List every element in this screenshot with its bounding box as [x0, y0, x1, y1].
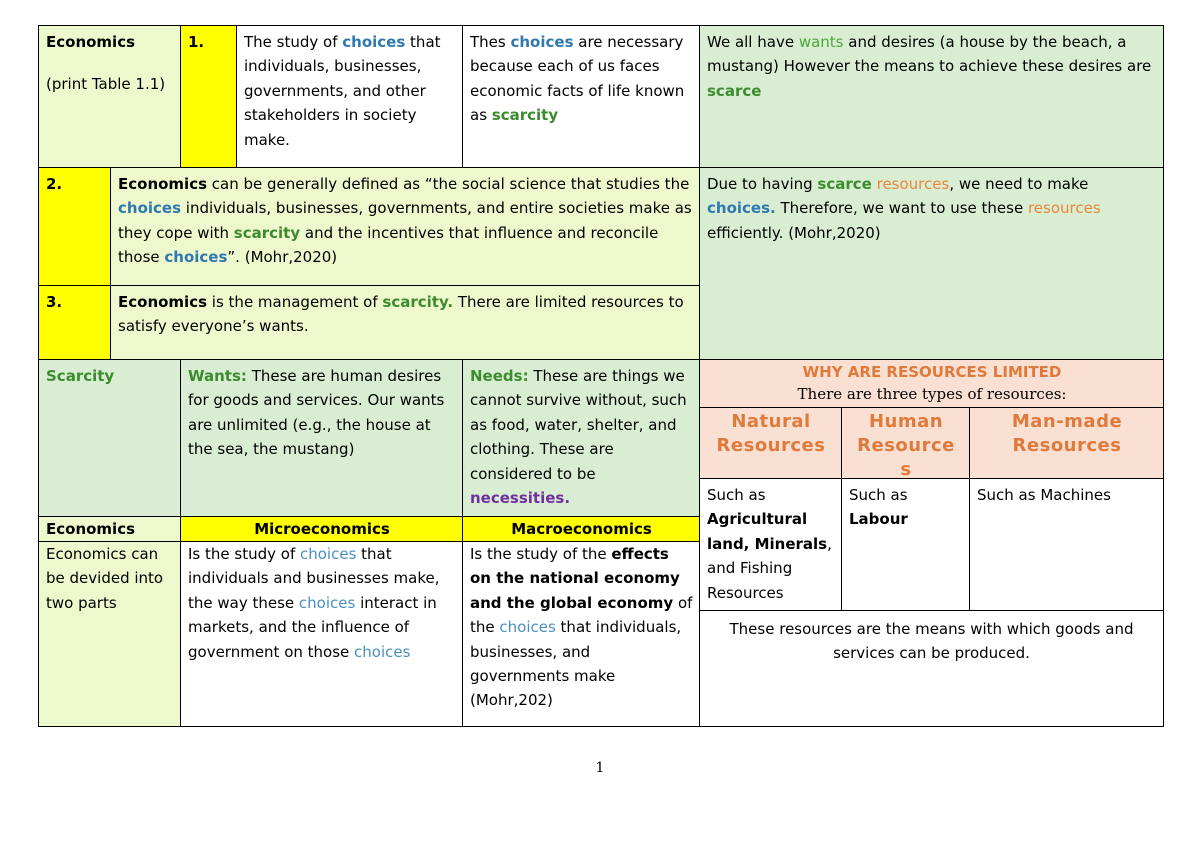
keyword-choices: choices	[510, 33, 574, 51]
row-number-3-cell	[39, 286, 111, 360]
resources-footer: These resources are the means with which goods and services can be produced.	[729, 620, 1134, 663]
keyword-necessities: necessities.	[470, 489, 571, 508]
economics-title: Economics	[46, 33, 136, 51]
keyword-resources: resources	[1027, 199, 1101, 218]
row-number-3: 3.	[46, 293, 63, 311]
resources-subtitle: There are three types of resources:	[797, 385, 1067, 403]
definition-2-cell	[111, 168, 700, 286]
scarce-resources-text-c: Therefore, we want to use these	[775, 199, 1028, 218]
scarce-resources-text-d: efficiently. (Mohr,2020)	[707, 223, 881, 242]
economics-header: Economics	[46, 520, 136, 538]
keyword-choices: choices	[354, 642, 411, 661]
keyword-choices: choices.	[707, 199, 776, 218]
needs-cell	[463, 360, 700, 517]
wants-desires-text-b: and desires (a house by the beach, a mustang) However the means to achieve these desires are	[707, 33, 1152, 76]
keyword-choices: choices	[499, 618, 556, 637]
microeconomics-header-cell	[181, 517, 463, 542]
keyword-scarcity: scarcity	[233, 223, 301, 242]
scarcity-label: Scarcity	[46, 367, 115, 385]
keyword-resources: resources	[876, 175, 950, 193]
wants-desires-cell	[700, 26, 1164, 168]
natural-resources-header: Natural Resources	[716, 411, 826, 456]
macro-text-b: of the	[470, 593, 693, 637]
macro-text-c: that individuals, businesses, and governments make (Mohr,202)	[470, 618, 682, 710]
definition-1-text-a: The study of	[244, 33, 343, 51]
scarcity-label-cell	[39, 360, 181, 517]
keyword-scarcity: scarcity.	[382, 293, 454, 311]
macroeconomics-header: Macroeconomics	[511, 520, 652, 538]
keyword-choices: choices	[118, 199, 182, 218]
row-number-2-cell	[39, 168, 111, 286]
macroeconomics-header-cell	[463, 517, 700, 542]
resources-title-cell	[700, 360, 1164, 408]
micro-text-a: Is the study of	[188, 545, 300, 563]
row-number-2: 2.	[46, 175, 63, 193]
macro-text-bold: effects on the national economy and the global economy	[470, 545, 680, 612]
human-resources-desc-cell	[842, 479, 970, 611]
resources-title: WHY ARE RESOURCES LIMITED	[802, 363, 1062, 381]
natural-desc-a: Such as	[707, 486, 766, 504]
economics-header-cell	[39, 517, 181, 542]
choices-necessary-cell	[463, 26, 700, 168]
natural-desc-b: Agricultural land, Minerals	[707, 510, 828, 553]
keyword-scarce: scarce	[817, 175, 872, 193]
wants-cell	[181, 360, 463, 517]
scarce-resources-cell	[700, 168, 1164, 360]
definition-1-text-b: that individuals, businesses, governments, and other stakeholders in society make.	[244, 33, 441, 149]
economics-title-cell	[39, 26, 181, 168]
human-resources-header-cell	[842, 408, 970, 479]
keyword-scarcity: scarcity	[491, 106, 559, 125]
definition-3-cell	[111, 286, 700, 360]
definition-2-text-d: ”. (Mohr,2020)	[227, 248, 338, 267]
definition-2-text-c: and the incentives that influence and reconcile those	[118, 223, 659, 267]
manmade-resources-header: Man-made Resources	[1011, 411, 1123, 456]
two-parts-cell	[39, 542, 181, 727]
keyword-choices: choices	[164, 248, 228, 267]
human-desc-b: Labour	[849, 510, 908, 529]
definition-3-text-a: is the management of	[207, 293, 383, 311]
two-parts-text: Economics can be devided into two parts	[46, 545, 164, 612]
row-number-1: 1.	[188, 33, 205, 51]
manmade-desc: Such as Machines	[977, 486, 1111, 504]
keyword-choices: choices	[300, 545, 357, 563]
macro-text-a: Is the study of the	[470, 545, 612, 563]
microeconomics-header: Microeconomics	[254, 520, 390, 538]
wants-desires-text-a: We all have	[707, 33, 799, 51]
row-number-1-cell	[181, 26, 237, 168]
definition-2-text-b: individuals, businesses, governments, and entire societies make as they cope with	[118, 199, 692, 242]
human-desc-a: Such as	[849, 486, 908, 504]
choices-necessary-text-a: Thes	[470, 33, 511, 51]
micro-text-b: that individuals and businesses make, the way these	[188, 545, 440, 612]
page-number: 1	[595, 760, 605, 776]
scarce-resources-text-a: Due to having	[707, 175, 818, 193]
wants-label: Wants:	[188, 367, 247, 385]
microeconomics-desc-cell	[181, 542, 463, 727]
micro-text-c: interact in markets, and the influence of government on those	[188, 593, 437, 661]
natural-desc-c: , and Fishing Resources	[707, 534, 832, 602]
keyword-scarce: scarce	[707, 81, 762, 100]
keyword-economics: Economics	[118, 175, 208, 193]
keyword-choices: choices	[298, 593, 356, 612]
choices-necessary-text-b: are necessary because each of us faces economic facts of life known as	[470, 33, 685, 125]
wants-text: These are human desires for goods and services. Our wants are unlimited (e.g., the house at the sea, the mustang)	[188, 367, 445, 459]
definition-2-text-a: can be generally defined as “the social science that studies the	[207, 175, 690, 193]
needs-label: Needs:	[470, 367, 529, 385]
human-resources-header: Human Resource	[857, 411, 955, 456]
resources-footer-cell	[700, 611, 1164, 727]
print-table-note: (print Table 1.1)	[46, 75, 166, 94]
definition-3-text-b: There are limited resources to satisfy everyone’s wants.	[118, 293, 684, 336]
keyword-wants: wants	[798, 33, 844, 51]
natural-resources-header-cell	[700, 408, 842, 479]
human-resources-header-s: s	[900, 459, 912, 479]
manmade-resources-desc-cell	[970, 479, 1164, 611]
needs-text: These are things we cannot survive without, such as food, water, shelter, and clothing. These are considered to be	[470, 367, 687, 483]
keyword-economics: Economics	[118, 293, 208, 311]
keyword-choices: choices	[342, 33, 406, 51]
definition-1-cell	[237, 26, 463, 168]
manmade-resources-header-cell	[970, 408, 1164, 479]
macroeconomics-desc-cell	[463, 542, 700, 727]
scarce-resources-text-b: , we need to make	[949, 175, 1089, 193]
natural-resources-desc-cell	[700, 479, 842, 611]
